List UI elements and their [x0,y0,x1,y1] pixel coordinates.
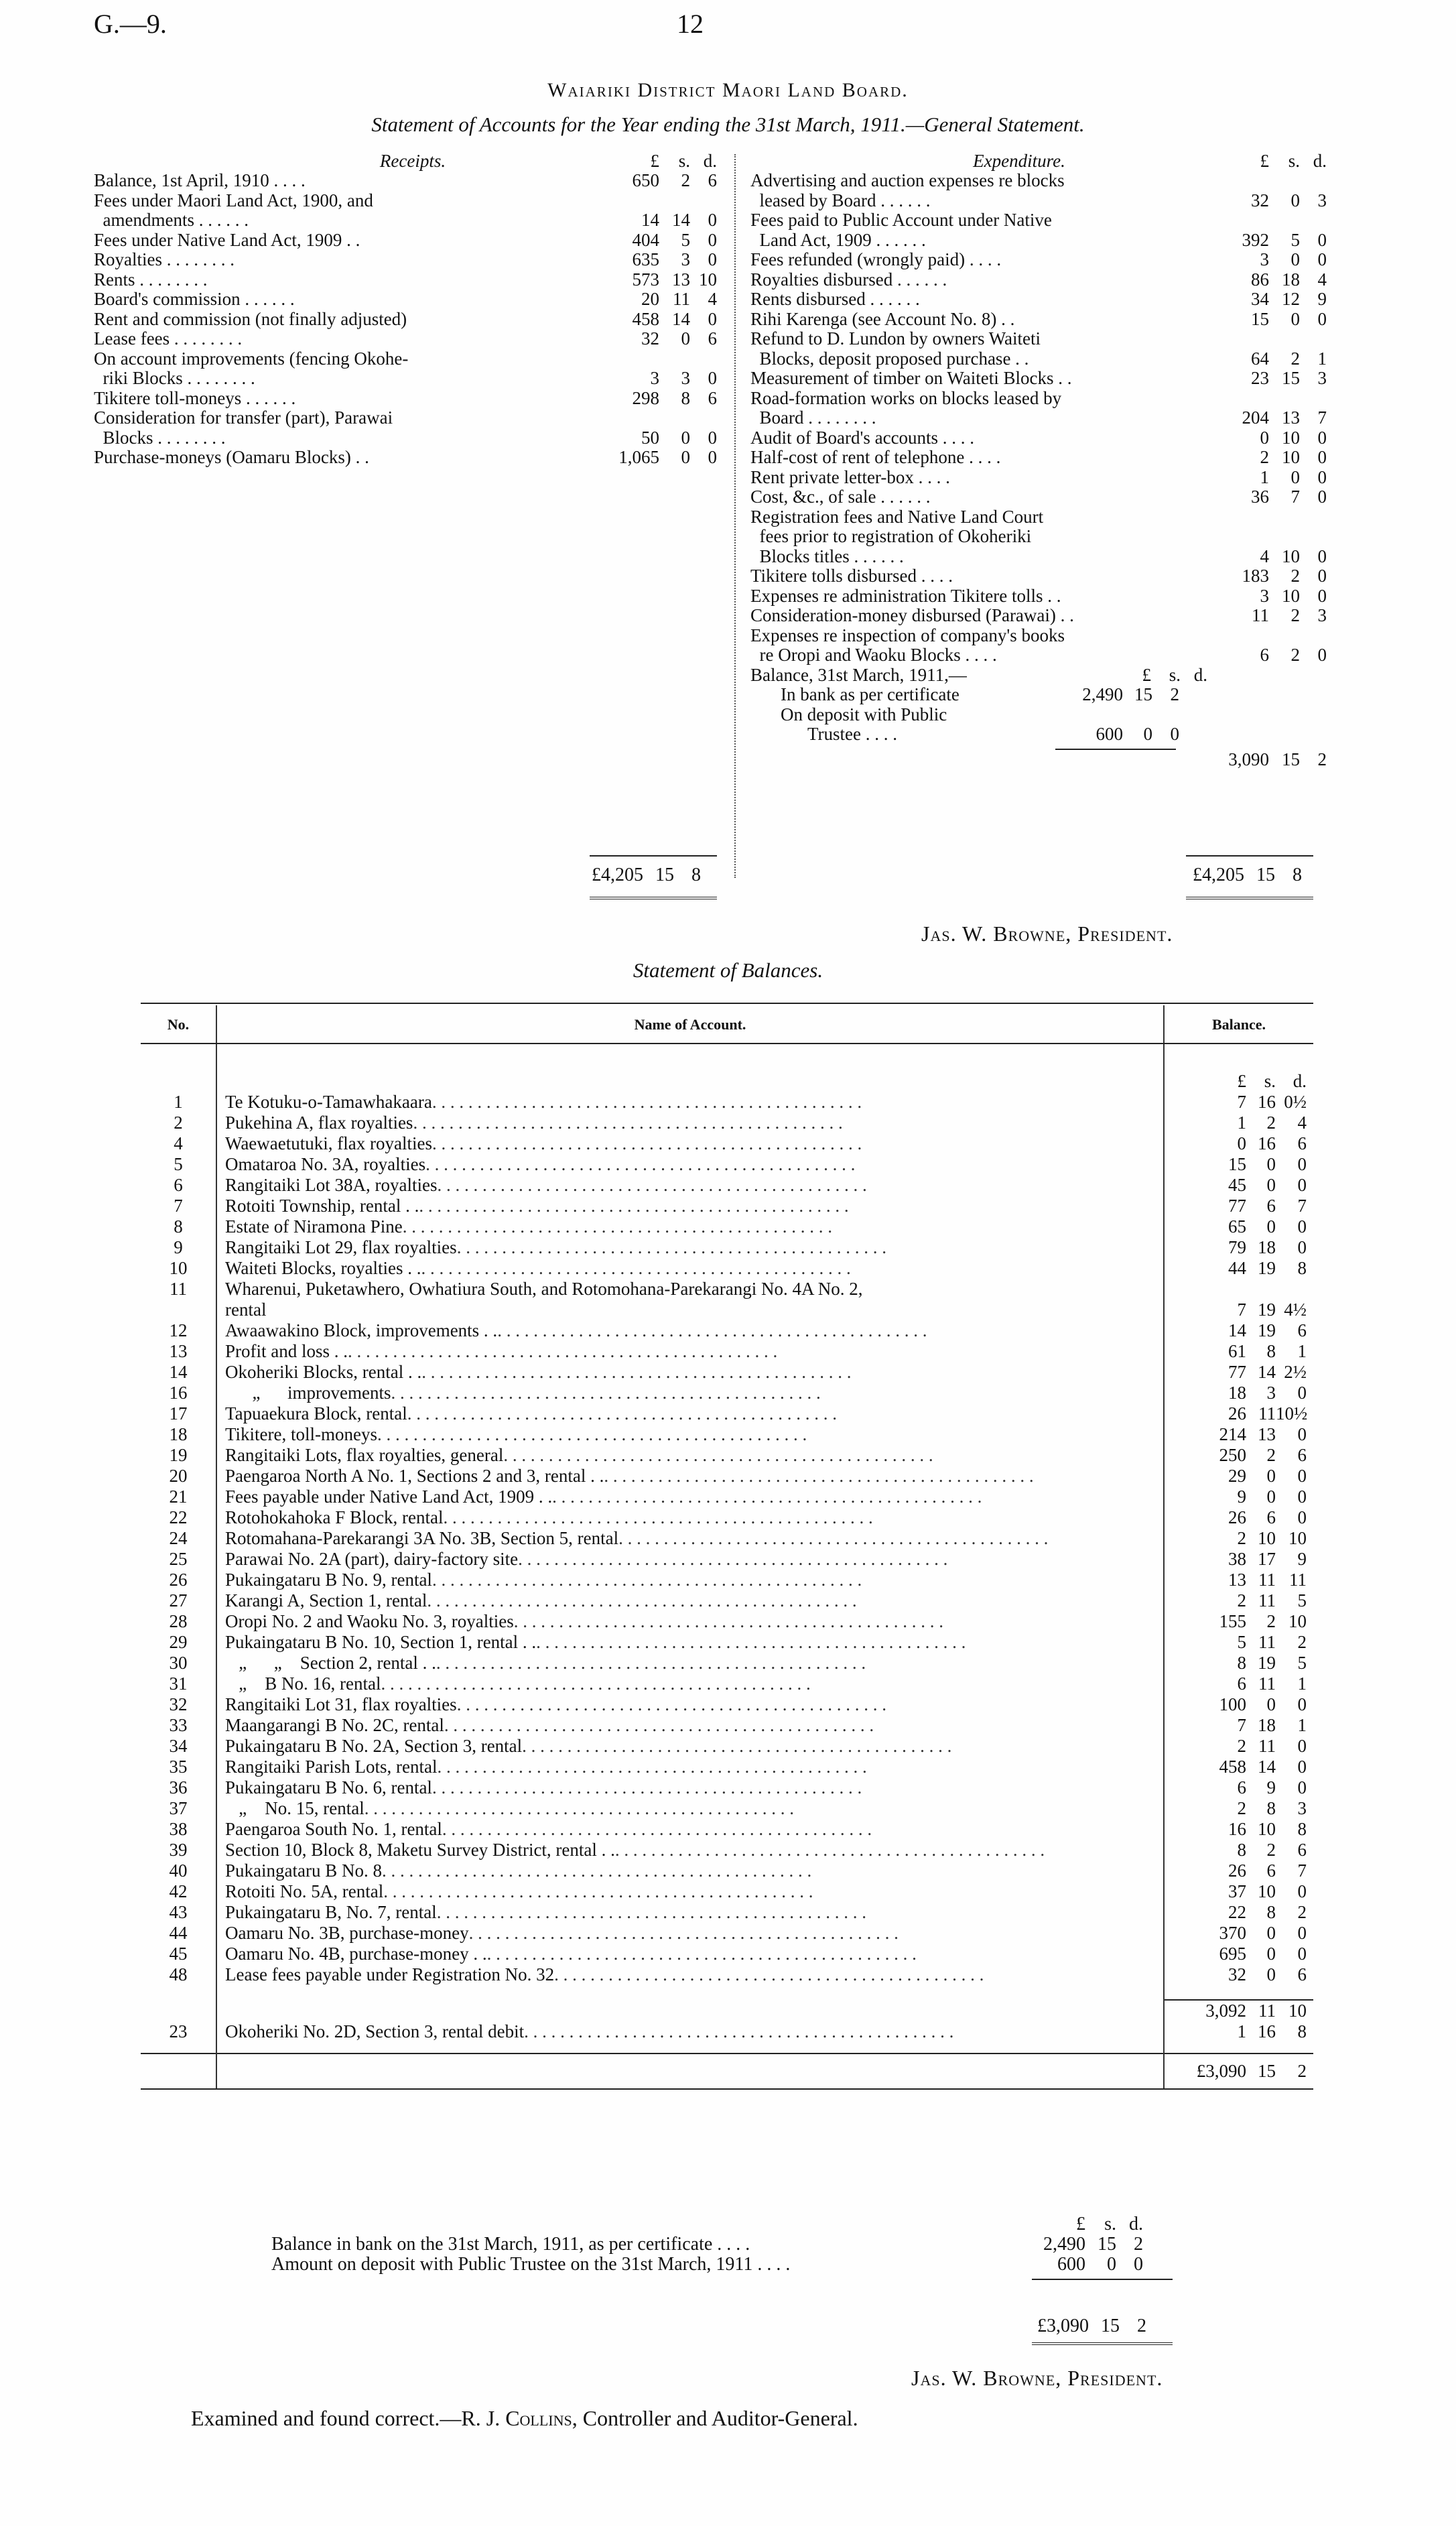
page-number: 12 [677,9,704,39]
receipts-label: amendments . . . . . . [94,210,249,230]
closing-balance-sum: 3,090 15 2 [1228,749,1327,769]
president-signature: Jas. W. Browne, President. [921,922,1173,946]
certificate-bank-amount: 2,490 15 2 [1043,2234,1143,2255]
account-number: 48 [169,1964,188,1984]
expenditure-label: Expenses re administration Tikitere tolls . . [750,585,1061,606]
table-row: 9 Rangitaiki Lot 29, flax royalties . . 79 18 0 [141,1237,1313,1258]
expenditure-label: Audit of Board's accounts . . . . [750,427,975,448]
expenditure-row: Audit of Board's accounts . . . . 0 10 0 [750,427,1327,448]
receipts-total: £4,205 15 8 [592,865,701,885]
account-name: Section 10, Block 8, Maketu Survey District, rental . . [225,1840,615,1860]
expenditure-label: Blocks titles . . . . . . [750,546,904,566]
debit-row: 23 Okoheriki No. 2D, Section 3, rental debit . . 1 16 8 [141,2021,1313,2042]
expenditure-row: Blocks, deposit proposed purchase . . 64 2 1 [750,348,1327,369]
auditor-footer: Examined and found correct.—R. J. Collins, Controller and Auditor-General. [191,2406,858,2430]
table-row: 1 Te Kotuku-o-Tamawhakaara . . 7 16 0½ [141,1092,1313,1113]
account-name: Tikitere, toll-moneys [225,1424,377,1444]
account-name: Paengaroa South No. 1, rental [225,1819,442,1839]
table-row: 32 Rangitaiki Lot 31, flax royalties . . 100 0 0 [141,1694,1313,1715]
account-number: 42 [169,1881,188,1901]
statement-subtitle: Statement of Accounts for the Year ending the 31st March, 1911.—General Statement. [371,113,1085,136]
expenditure-row: leased by Board . . . . . . 32 0 3 [750,190,1327,210]
account-name: Pukehina A, flax royalties [225,1113,413,1133]
receipts-column [94,151,717,468]
table-row: 45 Oamaru No. 4B, purchase-money . . . . 695 0 0 [141,1944,1313,1964]
closing-balance-label: Balance, 31st March, 1911,— £ s. d. [750,664,1207,685]
expenditure-row: Measurement of timber on Waiteti Blocks . . 23 15 3 [750,368,1327,388]
account-number: 20 [169,1466,188,1486]
account-number: 11 [170,1279,187,1299]
expenditure-label: Rents disbursed . . . . . . [750,289,920,309]
receipts-label: Tikitere toll-moneys . . . . . . [94,387,296,408]
table-row: 7 Rotoiti Township, rental . . . . 77 6 7 [141,1196,1313,1216]
expenditure-row: re Oropi and Waoku Blocks . . . . 6 2 0 [750,645,1327,665]
expenditure-row: Expenses re administration Tikitere tolls . . 3 10 0 [750,585,1327,606]
table-row: 8 Estate of Niramona Pine . . 65 0 0 [141,1216,1313,1237]
table-row: 44 Oamaru No. 3B, purchase-money . . 370 0 0 [141,1923,1313,1944]
account-number: 38 [169,1819,188,1839]
pound-col-head: £ [1260,151,1269,171]
table-row: 48 Lease fees payable under Registration No. 32 . . 32 0 6 [141,1964,1313,1985]
expenditure-label: Royalties disbursed . . . . . . [750,269,947,290]
account-number: 10 [169,1258,188,1278]
table-row: 4 Waewaetutuki, flax royalties . . 0 16 6 [141,1133,1313,1154]
receipts-row: Fees under Native Land Act, 1909 . . 404 5 0 [94,229,717,250]
account-number: 9 [174,1237,183,1257]
receipts-row: Board's commission . . . . . . 20 11 4 [94,289,717,309]
account-name: Oamaru No. 4B, purchase-money . . [225,1944,487,1964]
account-number: 40 [169,1860,188,1881]
account-number: 1 [174,1092,183,1112]
receipts-row: Balance, 1st April, 1910 . . . . 650 2 6 [94,170,717,190]
col-no: No. [141,1005,216,1044]
table-row: 38 Paengaroa South No. 1, rental . . 16 10 8 [141,1819,1313,1840]
expenditure-row [750,389,1327,409]
expenditure-row [750,626,1327,646]
receipts-label: Lease fees . . . . . . . . [94,328,243,349]
pence-col-head: d. [703,151,717,171]
receipts-label: Purchase-moneys (Oamaru Blocks) . . [94,447,369,467]
expenditure-row: Cost, &c., of sale . . . . . . 36 7 0 [750,487,1327,507]
table-row: 13 Profit and loss . . . . 61 8 1 [141,1341,1313,1362]
expenditure-row [750,329,1327,349]
deposit-label-row: On deposit with Public [781,704,947,724]
receipts-label: Blocks . . . . . . . . [94,427,226,448]
table-row: 20 Paengaroa North A No. 1, Sections 2 and 3, rental . . . . 29 0 0 [141,1466,1313,1487]
table-row: 33 Maangarangi B No. 2C, rental . . 7 18 1 [141,1715,1313,1736]
receipts-heading: Receipts. [379,151,446,171]
balances-title: Statement of Balances. [633,958,823,982]
account-name: „ „ Section 2, rental . . [225,1653,436,1673]
expenditure-total: £4,205 15 8 [1193,865,1302,885]
pence-col-head: d. [1313,151,1327,171]
account-number: 39 [169,1840,188,1860]
balances-top-rule [141,1003,1313,1004]
receipts-total-rule [590,855,717,857]
deposit-balance-row: Trustee . . . . 600 0 0 [807,724,1179,744]
receipts-label: Fees under Native Land Act, 1909 . . [94,229,360,250]
table-row: 37 „ No. 15, rental . . 2 8 3 [141,1798,1313,1819]
receipts-row [94,408,717,428]
table-row: 35 Rangitaiki Parish Lots, rental . . 458 14 0 [141,1757,1313,1777]
account-number: 25 [169,1549,188,1569]
expenditure-row: Rent private letter-box . . . . 1 0 0 [750,466,1327,487]
account-name-cont: rental [225,1300,267,1320]
table-row: 21 Fees payable under Native Land Act, 1909 . . . . 9 0 0 [141,1487,1313,1507]
expenditure-label: Fees refunded (wrongly paid) . . . . [750,249,1002,269]
account-name: Rangitaiki Lot 31, flax royalties [225,1694,457,1714]
table-row: 43 Pukaingataru B, No. 7, rental . . 22 8 2 [141,1902,1313,1923]
receipts-label: Board's commission . . . . . . [94,289,295,309]
account-name: Rangitaiki Lot 38A, royalties [225,1175,438,1195]
account-number: 33 [169,1715,188,1735]
receipts-row: riki Blocks . . . . . . . . 3 3 0 [94,368,717,388]
document-code: G.—9. [94,9,167,39]
account-number: 18 [169,1424,188,1444]
receipts-row: amendments . . . . . . 14 14 0 [94,210,717,230]
receipts-header [94,151,717,171]
account-number: 13 [169,1341,188,1361]
account-name: Okoheriki Blocks, rental . . [225,1362,422,1382]
account-number: 36 [169,1777,188,1797]
expenditure-label: Road-formation works on blocks leased by [750,387,1062,408]
receipts-label: Rents . . . . . . . . [94,269,208,290]
expenditure-row [750,171,1327,191]
certificate-line-1: Balance in bank on the 31st March, 1911, as per certificate . . . . [271,2234,750,2255]
certificate-units: £ s. d. [1076,2214,1143,2234]
table-row: 27 Karangi A, Section 1, rental . . 2 11 5 [141,1590,1313,1611]
table-row: 14 Okoheriki Blocks, rental . . . . 77 14 2½ [141,1362,1313,1383]
account-name: Omataroa No. 3A, royalties [225,1154,426,1174]
account-name: „ B No. 16, rental [225,1674,381,1694]
expenditure-row: Land Act, 1909 . . . . . . 392 5 0 [750,229,1327,250]
account-name: Oropi No. 2 and Waoku No. 3, royalties [225,1611,514,1631]
account-name: Pukaingataru B No. 10, Section 1, rental . . [225,1632,537,1652]
account-number: 4 [174,1133,183,1153]
expenditure-row [750,507,1327,527]
receipts-row: Tikitere toll-moneys . . . . . . 298 8 6 [94,387,717,408]
certificate-double-rule [1032,2342,1173,2345]
account-number: 37 [169,1798,188,1818]
table-row: 6 Rangitaiki Lot 38A, royalties . . 45 0 0 [141,1175,1313,1196]
table-row: 40 Pukaingataru B No. 8 . . 26 6 7 [141,1860,1313,1881]
account-name: Rotoiti No. 5A, rental [225,1881,384,1901]
receipts-row: Blocks . . . . . . . . 50 0 0 [94,427,717,448]
account-number: 44 [169,1923,188,1943]
expenditure-row [750,527,1327,547]
table-row: 28 Oropi No. 2 and Waoku No. 3, royalties . . 155 2 10 [141,1611,1313,1632]
account-name: Karangi A, Section 1, rental [225,1590,427,1611]
receipts-row: Lease fees . . . . . . . . 32 0 6 [94,328,717,349]
account-number: 34 [169,1736,188,1756]
account-name: Rangitaiki Parish Lots, rental [225,1757,438,1777]
expenditure-label: Refund to D. Lundon by owners Waiteti [750,328,1041,349]
table-row: 36 Pukaingataru B No. 6, rental . . 6 9 0 [141,1777,1313,1798]
account-name: Estate of Niramona Pine [225,1216,403,1237]
bank-balance-row: In bank as per certificate 2,490 15 2 [781,684,1179,704]
account-name: Awaawakino Block, improvements . . [225,1320,498,1340]
balances-table [141,1005,1313,2090]
account-name: Rotomahana-Parekarangi 3A No. 3B, Section 5, rental [225,1528,619,1548]
table-row: 30 „ „ Section 2, rental . . . . 8 19 5 [141,1653,1313,1674]
receipts-list [94,171,717,468]
account-name: „ improvements [225,1383,391,1403]
receipts-label: Rent and commission (not finally adjusted) [94,308,407,329]
receipts-row: Rent and commission (not finally adjusted) 458 14 0 [94,308,717,329]
expenditure-label: Rent private letter-box . . . . [750,466,950,487]
expenditure-column [750,151,1327,769]
shilling-col-head: s. [1288,151,1300,171]
receipts-row: Royalties . . . . . . . . 635 3 0 [94,249,717,269]
expenditure-label: Registration fees and Native Land Court [750,506,1044,527]
table-row: 24 Rotomahana-Parekarangi 3A No. 3B, Section 5, rental . . 2 10 10 [141,1528,1313,1549]
expenditure-label: Board . . . . . . . . [750,407,876,428]
table-row: 17 Tapuaekura Block, rental . . 26 11 10½ [141,1403,1313,1424]
account-name: Pukaingataru B No. 6, rental [225,1777,432,1797]
receipts-label: Royalties . . . . . . . . [94,249,235,269]
expenditure-label: Tikitere tolls disbursed . . . . [750,566,953,586]
account-number: 21 [169,1487,188,1507]
expenditure-row: Consideration-money disbursed (Parawai) . . 11 2 3 [750,605,1327,625]
table-row: 16 „ improvements . . 18 3 0 [141,1383,1313,1403]
expenditure-heading: Expenditure. [973,151,1065,171]
balances-header-row [141,1005,1313,1044]
certificate-deposit-amount: 600 0 0 [1057,2254,1143,2275]
account-number: 8 [174,1216,183,1237]
receipts-label: On account improvements (fencing Okohe- [94,348,409,369]
account-name: Rotoiti Township, rental . . [225,1196,419,1216]
account-name: Fees payable under Native Land Act, 1909 . . [225,1487,553,1507]
table-row: 25 Parawai No. 2A (part), dairy-factory site . . 38 17 9 [141,1549,1313,1570]
certificate-rule [1032,2279,1173,2280]
receipts-total-double-rule [590,897,717,899]
table-row: 19 Rangitaiki Lots, flax royalties, general . . 250 2 6 [141,1445,1313,1466]
account-number: 19 [169,1445,188,1465]
account-name: Wharenui, Puketawhero, Owhatiura South, and Rotomohana-Parekarangi No. 4A No. 2, [225,1279,863,1299]
expenditure-label: Cost, &c., of sale . . . . . . [750,487,931,507]
account-name: Rangitaiki Lots, flax royalties, general [225,1445,504,1465]
expenditure-row: Tikitere tolls disbursed . . . . 183 2 0 [750,566,1327,586]
account-name: Paengaroa North A No. 1, Sections 2 and 3, rental . . [225,1466,604,1486]
col-name: Name of Account. [216,1005,1164,1044]
account-name: Rotohokahoka F Block, rental [225,1507,444,1527]
account-number: 26 [169,1570,188,1590]
account-name: Te Kotuku-o-Tamawhakaara [225,1092,432,1112]
account-number: 5 [174,1154,183,1174]
shilling-col-head: s. [678,151,690,171]
receipts-row [94,191,717,211]
receipts-row [94,349,717,369]
account-name: Waewaetutuki, flax royalties [225,1133,432,1153]
receipts-label: riki Blocks . . . . . . . . [94,368,255,388]
expenditure-row: Rihi Karenga (see Account No. 8) . . 15 0 0 [750,308,1327,329]
account-name: Lease fees payable under Registration No. 32 [225,1964,555,1984]
expenditure-total-rule [1186,855,1313,857]
account-number: 24 [169,1528,188,1548]
account-name: Pukaingataru B No. 2A, Section 3, rental [225,1736,523,1756]
table-row: 11 Wharenui, Puketawhero, Owhatiura South, and Rotomohana-Parekarangi No. 4A No. 2, rental 7 19 4½ [141,1279,1313,1320]
account-number: 7 [174,1196,183,1216]
account-number: 6 [174,1175,183,1195]
account-number: 14 [169,1362,188,1382]
account-name: Pukaingataru B, No. 7, rental [225,1902,437,1922]
expenditure-row: Blocks titles . . . . . . 4 10 0 [750,546,1327,566]
account-name: Okoheriki No. 2D, Section 3, rental debit [225,2021,525,2041]
account-number: 17 [169,1403,188,1424]
expenditure-row [750,210,1327,231]
expenditure-label: Consideration-money disbursed (Parawai) . . [750,605,1074,625]
account-name: Parawai No. 2A (part), dairy-factory site [225,1549,519,1569]
subtotal-row: 3,092 11 10 [141,2000,1313,2021]
account-name: Tapuaekura Block, rental [225,1403,407,1424]
account-number: 43 [169,1902,188,1922]
expenditure-label: Advertising and auction expenses re blocks [750,170,1065,190]
account-name: Pukaingataru B No. 9, rental [225,1570,432,1590]
expenditure-row: Half-cost of rent of telephone . . . . 2 10 0 [750,447,1327,467]
account-name: Profit and loss . . [225,1341,348,1361]
account-number: 32 [169,1694,188,1714]
table-row: 22 Rotohokahoka F Block, rental . . 26 6 0 [141,1507,1313,1528]
table-row: 34 Pukaingataru B No. 2A, Section 3, rental . . 2 11 0 [141,1736,1313,1757]
expenditure-label: leased by Board . . . . . . [750,190,931,210]
table-row: 29 Pukaingataru B No. 10, Section 1, rental . . . . 5 11 2 [141,1632,1313,1653]
table-row: 31 „ B No. 16, rental . . 6 11 1 [141,1674,1313,1694]
table-row: 5 Omataroa No. 3A, royalties . . 15 0 0 [141,1154,1313,1175]
table-row: 42 Rotoiti No. 5A, rental . . 37 10 0 [141,1881,1313,1902]
account-number: 29 [169,1632,188,1652]
table-row: 26 Pukaingataru B No. 9, rental . . 13 11 11 [141,1570,1313,1590]
col-balance: Balance. [1164,1005,1313,1044]
expenditure-label: fees prior to registration of Okoheriki [750,526,1032,546]
account-name: „ No. 15, rental [225,1798,365,1818]
account-number: 2 [174,1113,183,1133]
table-row: 18 Tikitere, toll-moneys . . 214 13 0 [141,1424,1313,1445]
receipts-row: Rents . . . . . . . . 573 13 10 [94,269,717,290]
account-number: 30 [169,1653,188,1673]
receipts-label: Consideration for transfer (part), Parawai [94,407,393,428]
account-number: 28 [169,1611,188,1631]
account-number: 31 [169,1674,188,1694]
president-signature-2: Jas. W. Browne, President. [911,2366,1163,2390]
certificate-line-2: Amount on deposit with Public Trustee on the 31st March, 1911 . . . . [271,2254,791,2275]
account-number: 12 [169,1320,188,1340]
account-name: Rangitaiki Lot 29, flax royalties [225,1237,457,1257]
table-row: 12 Awaawakino Block, improvements . . . . 14 19 6 [141,1320,1313,1341]
expenditure-label: re Oropi and Waoku Blocks . . . . [750,645,997,665]
expenditure-label: Land Act, 1909 . . . . . . [750,229,926,250]
expenditure-total-double-rule [1186,897,1313,899]
account-number: 35 [169,1757,188,1777]
expenditure-label: Measurement of timber on Waiteti Blocks . . [750,368,1072,388]
account-number: 27 [169,1590,188,1611]
expenditure-label: Rihi Karenga (see Account No. 8) . . [750,308,1015,329]
expenditure-list [750,171,1327,666]
account-name: Maangarangi B No. 2C, rental [225,1715,444,1735]
table-row: 39 Section 10, Block 8, Maketu Survey District, rental . . . . 8 2 6 [141,1840,1313,1860]
expenditure-label: Expenses re inspection of company's books [750,625,1065,645]
account-number: 16 [169,1383,188,1403]
expenditure-label: Fees paid to Public Account under Native [750,210,1052,230]
expenditure-row: Fees refunded (wrongly paid) . . . . 3 0 0 [750,249,1327,269]
receipts-row: Purchase-moneys (Oamaru Blocks) . . 1,065 0 0 [94,447,717,467]
table-row: 2 Pukehina A, flax royalties . . 1 2 4 [141,1113,1313,1133]
expenditure-row: Board . . . . . . . . 204 13 7 [750,407,1327,428]
account-number: 22 [169,1507,188,1527]
pound-col-head: £ [650,151,659,171]
receipts-label: Balance, 1st April, 1910 . . . . [94,170,306,190]
expenditure-row: Royalties disbursed . . . . . . 86 18 4 [750,269,1327,290]
table-row: 10 Waiteti Blocks, royalties . . . . 44 19 8 [141,1258,1313,1279]
receipts-label: Fees under Maori Land Act, 1900, and [94,190,373,210]
balances-total-row: £3,090 15 2 [141,2054,1313,2089]
balance-units-row: £ s. d. [141,1071,1313,1092]
account-name: Pukaingataru B No. 8 [225,1860,382,1881]
expenditure-label: Half-cost of rent of telephone . . . . [750,447,1001,467]
column-divider [734,154,737,878]
account-name: Oamaru No. 3B, purchase-money [225,1923,469,1943]
page-title: Waiariki District Maori Land Board. [547,79,909,101]
balances-body [141,1044,1313,2089]
account-name: Waiteti Blocks, royalties . . [225,1258,421,1278]
expenditure-label: Blocks, deposit proposed purchase . . [750,348,1029,369]
certificate-total: £3,090 15 2 [1037,2316,1146,2336]
expenditure-header [750,151,1327,171]
account-number: 45 [169,1944,188,1964]
expenditure-row: Rents disbursed . . . . . . 34 12 9 [750,289,1327,309]
